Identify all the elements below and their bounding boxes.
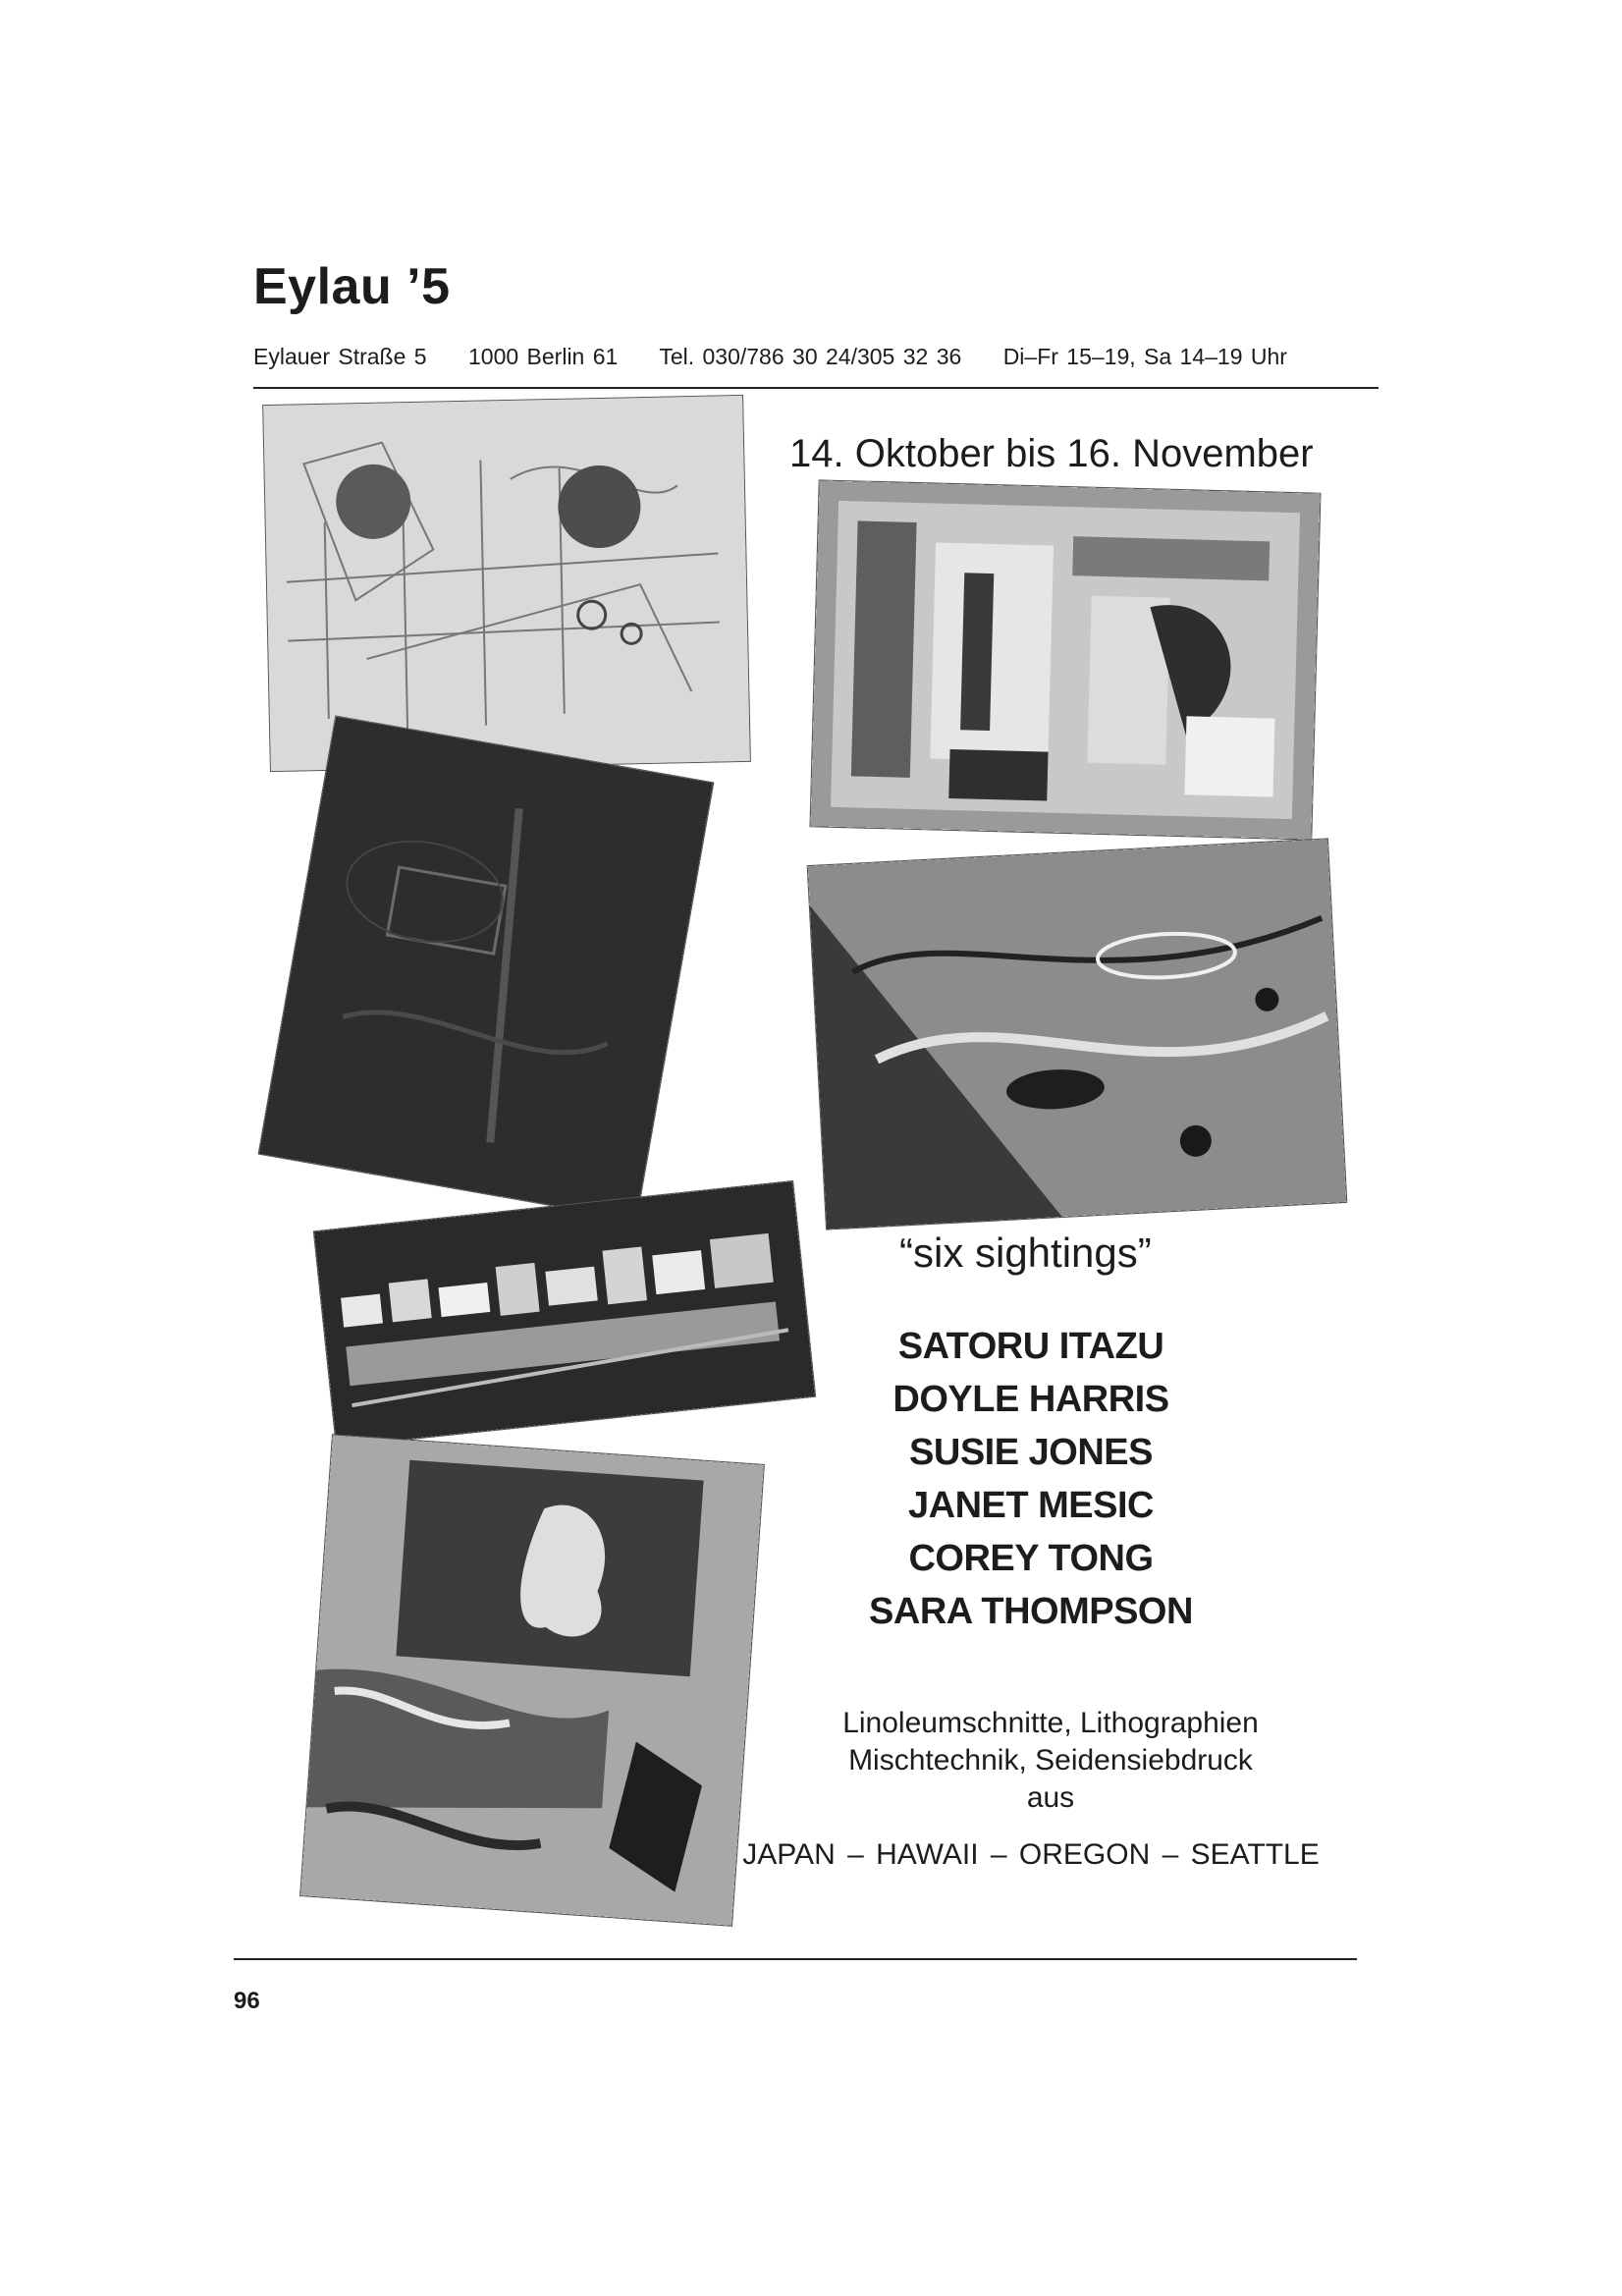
gallery-title: Eylau ’5 (253, 258, 451, 315)
artwork-print-6 (300, 1435, 764, 1926)
techniques-line: Linoleumschnitte, Lithographien (842, 1707, 1259, 1739)
artwork-print-2 (810, 480, 1320, 839)
header-divider (253, 387, 1379, 389)
artist-name: SATORU ITAZU (897, 1326, 1164, 1367)
city-postal: 1000 Berlin 61 (467, 344, 619, 369)
artwork-print-1 (263, 396, 750, 771)
gallery-address-line (253, 344, 1287, 370)
artist-name: COREY TONG (908, 1538, 1154, 1579)
exhibition-dates: 14. Oktober bis 16. November (789, 432, 1314, 475)
techniques-line: aus (1026, 1781, 1075, 1814)
artist-name: SUSIE JONES (909, 1432, 1153, 1473)
artist-name: DOYLE HARRIS (892, 1379, 1169, 1420)
artist-name: JANET MESIC (908, 1485, 1154, 1526)
artwork-print-4 (808, 839, 1347, 1229)
techniques-line: Mischtechnik, Seidensiebdruck (848, 1744, 1253, 1777)
artwork-print-5 (314, 1181, 815, 1447)
footer-divider (234, 1958, 1357, 1960)
page-number: 96 (234, 1988, 260, 2014)
opening-hours: Di–Fr 15–19, Sa 14–19 Uhr (1002, 344, 1287, 369)
artist-list (805, 1320, 1257, 1638)
artwork-print-3 (259, 717, 714, 1221)
techniques-text (746, 1705, 1355, 1817)
artist-origins: JAPAN – HAWAII – OREGON – SEATTLE (742, 1838, 1320, 1871)
street-address: Eylauer Straße 5 (253, 344, 427, 369)
exhibition-title: “six sightings” (899, 1230, 1152, 1276)
artist-name: SARA THOMPSON (869, 1591, 1193, 1632)
phone-number: Tel. 030/786 30 24/305 32 36 (659, 344, 962, 369)
